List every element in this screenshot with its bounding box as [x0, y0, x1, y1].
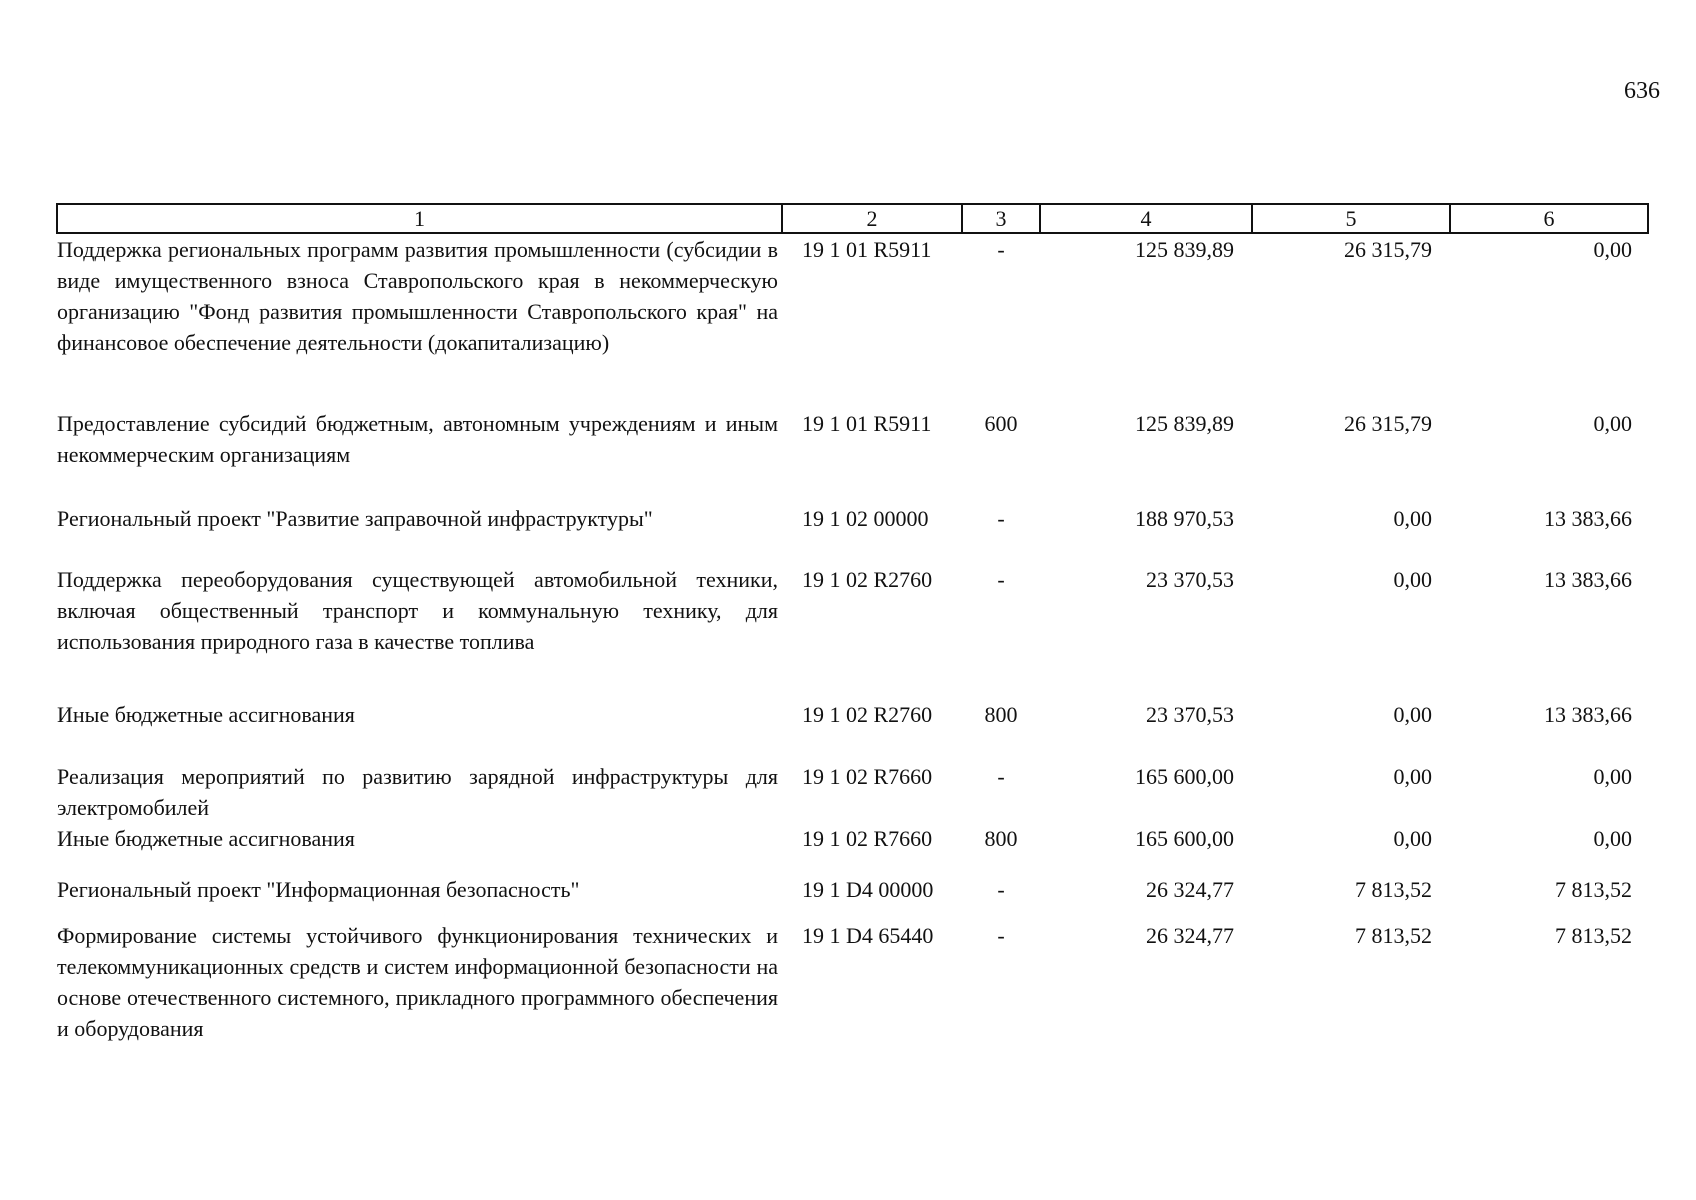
header-col-2: 2: [782, 204, 962, 233]
page-number: 636: [1624, 78, 1660, 104]
row-type: -: [997, 877, 1005, 902]
row-value-6: 0,00: [1593, 764, 1632, 789]
row-description: Поддержка региональных программ развития промышленности (субсидии в виде имущественного взноса Ставропольского края в некоммерческую организацию "Фонд развития промышленности Ставропольского края" на финансовое обеспечение деятельности (докапитализацию): [57, 237, 778, 355]
table-row: [57, 233, 1648, 408]
table-row: [57, 408, 1648, 503]
row-code: 19 1 02 00000: [802, 506, 929, 531]
row-description: Поддержка переоборудования существующей автомобильной техники, включая общественный транспорт и коммунальную технику, для использования природного газа в качестве топлива: [57, 567, 778, 654]
table-row: [57, 823, 1648, 874]
row-value-6: 7 813,52: [1555, 923, 1632, 948]
row-value-4: 23 370,53: [1146, 567, 1234, 592]
row-code: 19 1 D4 00000: [802, 877, 934, 902]
row-type: -: [997, 506, 1005, 531]
row-value-5: 0,00: [1393, 506, 1432, 531]
row-type: -: [997, 764, 1005, 789]
row-type: 800: [984, 702, 1018, 727]
row-value-4: 125 839,89: [1135, 411, 1234, 436]
table-row: [57, 874, 1648, 920]
row-description: Иные бюджетные ассигнования: [57, 702, 355, 727]
row-description: Формирование системы устойчивого функционирования технических и телекоммуникационных средств и систем информационной безопасности на основе отечественного системного, прикладного программного обеспечения и оборудования: [57, 923, 778, 1041]
header-col-1: 1: [57, 204, 782, 233]
row-value-4: 165 600,00: [1135, 826, 1234, 851]
row-value-5: 26 315,79: [1344, 237, 1432, 262]
row-value-6: 0,00: [1593, 826, 1632, 851]
table-header-row: [57, 204, 1648, 233]
table-row: [57, 503, 1648, 564]
header-col-5: 5: [1252, 204, 1450, 233]
row-value-4: 188 970,53: [1135, 506, 1234, 531]
header-col-6: 6: [1450, 204, 1648, 233]
row-value-4: 26 324,77: [1146, 877, 1234, 902]
row-value-5: 7 813,52: [1355, 923, 1432, 948]
row-value-5: 0,00: [1393, 826, 1432, 851]
row-value-6: 13 383,66: [1544, 567, 1632, 592]
row-value-6: 7 813,52: [1555, 877, 1632, 902]
row-code: 19 1 02 R2760: [802, 567, 933, 592]
row-value-4: 23 370,53: [1146, 702, 1234, 727]
row-value-6: 13 383,66: [1544, 702, 1632, 727]
row-type: 600: [984, 411, 1018, 436]
row-code: 19 1 02 R7660: [802, 826, 933, 851]
row-description: Реализация мероприятий по развитию зарядной инфраструктуры для электромобилей: [57, 764, 778, 820]
row-value-6: 0,00: [1593, 237, 1632, 262]
table-row: [57, 699, 1648, 761]
row-value-5: 0,00: [1393, 567, 1432, 592]
row-value-5: 0,00: [1393, 702, 1432, 727]
table-row: [57, 920, 1648, 1080]
row-code: 19 1 02 R2760: [802, 702, 933, 727]
row-code: 19 1 01 R5911: [802, 237, 932, 262]
row-code: 19 1 01 R5911: [802, 411, 932, 436]
row-value-5: 7 813,52: [1355, 877, 1432, 902]
row-value-6: 13 383,66: [1544, 506, 1632, 531]
row-code: 19 1 D4 65440: [802, 923, 934, 948]
row-value-5: 26 315,79: [1344, 411, 1432, 436]
row-value-6: 0,00: [1593, 411, 1632, 436]
header-col-3: 3: [962, 204, 1040, 233]
row-code: 19 1 02 R7660: [802, 764, 933, 789]
row-type: -: [997, 237, 1005, 262]
row-value-4: 26 324,77: [1146, 923, 1234, 948]
row-type: -: [997, 923, 1005, 948]
row-description: Региональный проект "Развитие заправочной инфраструктуры": [57, 506, 653, 531]
row-description: Иные бюджетные ассигнования: [57, 826, 355, 851]
row-value-5: 0,00: [1393, 764, 1432, 789]
row-type: -: [997, 567, 1005, 592]
row-value-4: 165 600,00: [1135, 764, 1234, 789]
row-type: 800: [984, 826, 1018, 851]
table-row: [57, 564, 1648, 699]
budget-table: [56, 203, 1649, 1080]
header-col-4: 4: [1040, 204, 1252, 233]
table-row: [57, 761, 1648, 823]
row-description: Предоставление субсидий бюджетным, автономным учреждениям и иным некоммерческим организациям: [57, 411, 778, 467]
row-value-4: 125 839,89: [1135, 237, 1234, 262]
row-description: Региональный проект "Информационная безопасность": [57, 877, 580, 902]
